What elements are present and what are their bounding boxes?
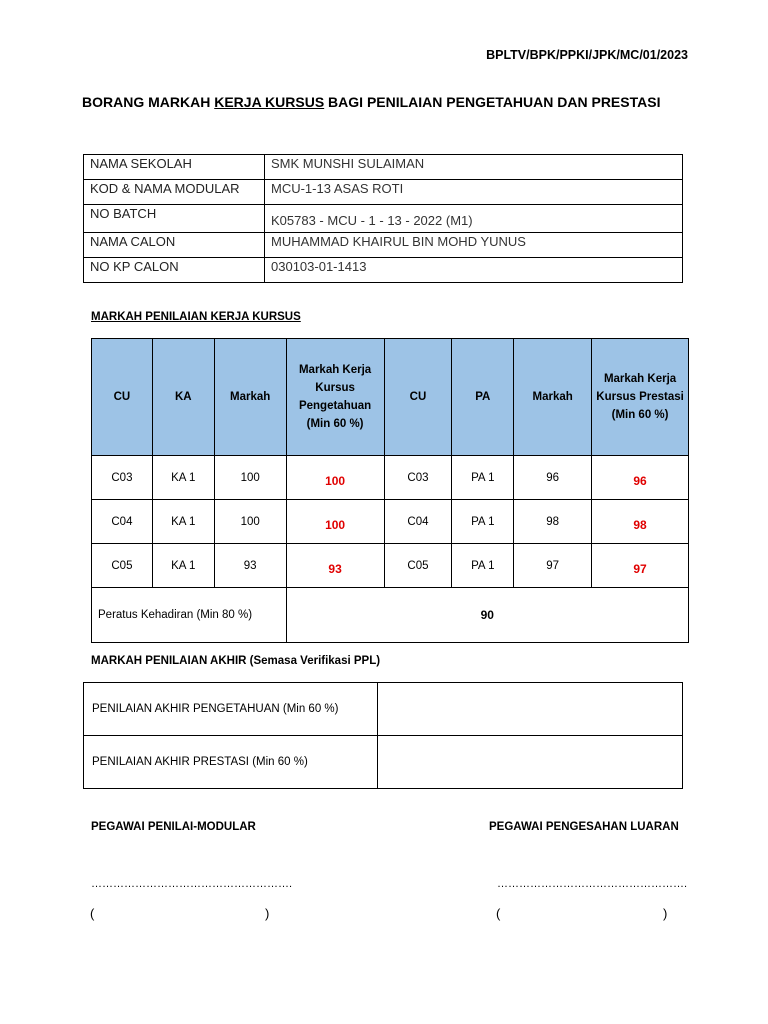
cell-kk-prestasi: 97 xyxy=(592,544,689,588)
info-value: 030103-01-1413 xyxy=(265,258,683,283)
cell-cu: C04 xyxy=(384,500,452,544)
cell-ka: KA 1 xyxy=(152,544,214,588)
info-label: KOD & NAMA MODULAR xyxy=(84,180,265,205)
candidate-info-table xyxy=(83,154,683,283)
cell-markah: 96 xyxy=(514,456,592,500)
cell-kk-prestasi: 96 xyxy=(592,456,689,500)
info-label: NAMA SEKOLAH xyxy=(84,155,265,180)
cell-kk-pengetahuan: 100 xyxy=(286,500,384,544)
title-underlined: KERJA KURSUS xyxy=(214,94,325,110)
cell-markah: 97 xyxy=(514,544,592,588)
attendance-row xyxy=(92,588,689,643)
verifier-name-open-paren: ( xyxy=(496,906,501,921)
table-row xyxy=(84,155,683,180)
cell-ka: KA 1 xyxy=(152,500,214,544)
table-header-row xyxy=(92,339,689,456)
title-part: BAGI PENILAIAN PENGETAHUAN DAN PRESTASI xyxy=(324,94,661,110)
verifier-name-close-paren: ) xyxy=(663,906,668,921)
cell-pa: PA 1 xyxy=(452,456,514,500)
cell-cu: C05 xyxy=(92,544,153,588)
form-title xyxy=(82,94,712,110)
table-row xyxy=(92,456,689,500)
table-row xyxy=(84,683,683,736)
table-row xyxy=(84,180,683,205)
cell-cu: C05 xyxy=(384,544,452,588)
table-row xyxy=(92,544,689,588)
table-row xyxy=(84,205,683,233)
col-header-pa: PA xyxy=(452,339,514,456)
final-label-prestasi: PENILAIAN AKHIR PRESTASI (Min 60 %) xyxy=(84,736,378,789)
info-value: SMK MUNSHI SULAIMAN xyxy=(265,155,683,180)
col-header-cu: CU xyxy=(384,339,452,456)
cell-markah: 100 xyxy=(214,456,286,500)
cell-kk-pengetahuan: 93 xyxy=(286,544,384,588)
cell-cu: C04 xyxy=(92,500,153,544)
cell-pa: PA 1 xyxy=(452,500,514,544)
cell-kk-pengetahuan: 100 xyxy=(286,456,384,500)
col-header-ka: KA xyxy=(152,339,214,456)
final-assessment-table xyxy=(83,682,683,789)
table-row xyxy=(84,233,683,258)
cell-cu: C03 xyxy=(384,456,452,500)
cell-ka: KA 1 xyxy=(152,456,214,500)
attendance-label: Peratus Kehadiran (Min 80 %) xyxy=(92,588,287,643)
cell-markah: 93 xyxy=(214,544,286,588)
cell-kk-prestasi: 98 xyxy=(592,500,689,544)
info-value: MUHAMMAD KHAIRUL BIN MOHD YUNUS xyxy=(265,233,683,258)
table-row xyxy=(84,736,683,789)
coursework-heading: MARKAH PENILAIAN KERJA KURSUS xyxy=(91,311,301,323)
info-value: K05783 - MCU - 1 - 13 - 2022 (M1) xyxy=(265,205,683,233)
attendance-value: 90 xyxy=(286,588,688,643)
col-header-kk-pengetahuan: Markah Kerja Kursus Pengetahuan (Min 60 %) xyxy=(286,339,384,456)
document-reference: BPLTV/BPK/PPKI/JPK/MC/01/2023 xyxy=(486,48,688,62)
table-row xyxy=(92,500,689,544)
info-label: NO BATCH xyxy=(84,205,265,233)
col-header-markah: Markah xyxy=(214,339,286,456)
final-value-prestasi[interactable] xyxy=(378,736,683,789)
assessor-signature-line[interactable]: ………………………………………………. xyxy=(91,878,293,890)
title-part: BORANG MARKAH xyxy=(82,94,215,110)
final-value-pengetahuan[interactable] xyxy=(378,683,683,736)
col-header-cu: CU xyxy=(92,339,153,456)
cell-pa: PA 1 xyxy=(452,544,514,588)
info-label: NO KP CALON xyxy=(84,258,265,283)
final-label-pengetahuan: PENILAIAN AKHIR PENGETAHUAN (Min 60 %) xyxy=(84,683,378,736)
col-header-kk-prestasi: Markah Kerja Kursus Prestasi (Min 60 %) xyxy=(592,339,689,456)
final-assessment-heading: MARKAH PENILAIAN AKHIR (Semasa Verifikasi PPL) xyxy=(91,655,381,667)
info-label: NAMA CALON xyxy=(84,233,265,258)
verifier-signature-line[interactable]: ……………………………………………. xyxy=(497,878,688,890)
cell-cu: C03 xyxy=(92,456,153,500)
cell-markah: 100 xyxy=(214,500,286,544)
cell-markah: 98 xyxy=(514,500,592,544)
verifier-label: PEGAWAI PENGESAHAN LUARAN xyxy=(489,821,679,833)
coursework-marks-table xyxy=(91,338,689,643)
table-row xyxy=(84,258,683,283)
info-value: MCU-1-13 ASAS ROTI xyxy=(265,180,683,205)
assessor-label: PEGAWAI PENILAI-MODULAR xyxy=(91,821,256,833)
assessor-name-close-paren: ) xyxy=(265,906,270,921)
assessor-name-open-paren: ( xyxy=(90,906,95,921)
col-header-markah: Markah xyxy=(514,339,592,456)
